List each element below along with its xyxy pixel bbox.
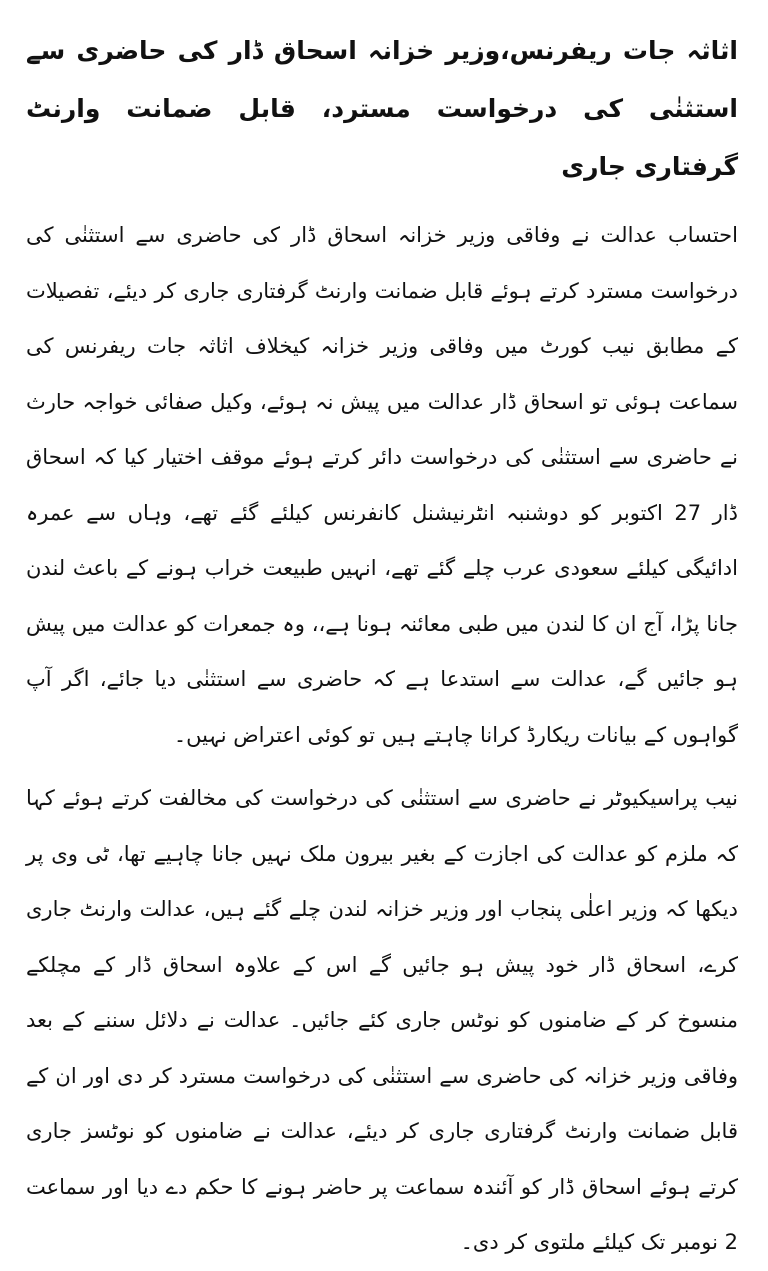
article-headline: اثاثہ جات ریفرنس،وزیر خزانہ اسحاق ڈار کی حاضری سے استثنٰی کی درخواست مسترد، قابل ضمانت وارنٹ گرفتاری جاری: [26, 36, 738, 181]
article-paragraph-2: نیب پراسیکیوٹر نے حاضری سے استثنٰی کی درخواست کی مخالفت کرتے ہوئے کہا کہ ملزم کو عدالت کی اجازت کے بغیر بیرون ملک نہیں جانا چاہیے تھا، ٹی وی پر دیکھا کہ وزیر اعلٰی پنجاب اور وزیر خزانہ لندن چلے گئے ہیں، عدالت وارنٹ جاری کرے، اسحاق ڈار خود پیش ہو جائیں گے اس کے علاوہ اسحاق ڈار کے مچلکے منسوخ کر کے ضامنوں کو نوٹس جاری کئے جائیں۔ عدالت نے دلائل سننے کے بعد وفاقی وزیر خزانہ کی حاضری سے استثنٰی کی درخواست مسترد کر دی اور ان کے قابل ضمانت وارنٹ گرفتاری جاری کر دیئے، عدالت نے ضامنوں کو نوٹسز جاری کرتے ہوئے اسحاق ڈار کو آئندہ سماعت پر حاضر ہونے کا حکم دے دیا اور سماعت 2 نومبر تک کیلئے ملتوی کر دی۔: [26, 786, 738, 1254]
article-paragraph-1: احتساب عدالت نے وفاقی وزیر خزانہ اسحاق ڈار کی حاضری سے استثنٰی کی درخواست مسترد کرتے ہوئے قابل ضمانت وارنٹ گرفتاری جاری کر دیئے، تفصیلات کے مطابق نیب کورٹ میں وفاقی وزیر خزانہ کیخلاف اثاثہ جات ریفرنس کی سماعت ہوئی تو اسحاق ڈار عدالت میں پیش نہ ہوئے، وکیل صفائی خواجہ حارث نے حاضری سے استثنٰی کی درخواست دائر کرتے ہوئے موقف اختیار کیا کہ اسحاق ڈار 27 اکتوبر کو دوشنبہ انٹرنیشنل کانفرنس کیلئے گئے تھے، وہاں سے عمرہ ادائیگی کیلئے سعودی عرب چلے گئے تھے، انہیں طبیعت خراب ہونے کے باعث لندن جانا پڑا، آج ان کا لندن میں طبی معائنہ ہونا ہے،، وہ جمعرات کو عدالت میں پیش ہو جائیں گے، عدالت سے استدعا ہے کہ حاضری سے استثنٰی دیا جائے، اگر آپ گواہوں کے بیانات ریکارڈ کرانا چاہتے ہیں تو کوئی اعتراض نہیں۔: [26, 223, 738, 747]
